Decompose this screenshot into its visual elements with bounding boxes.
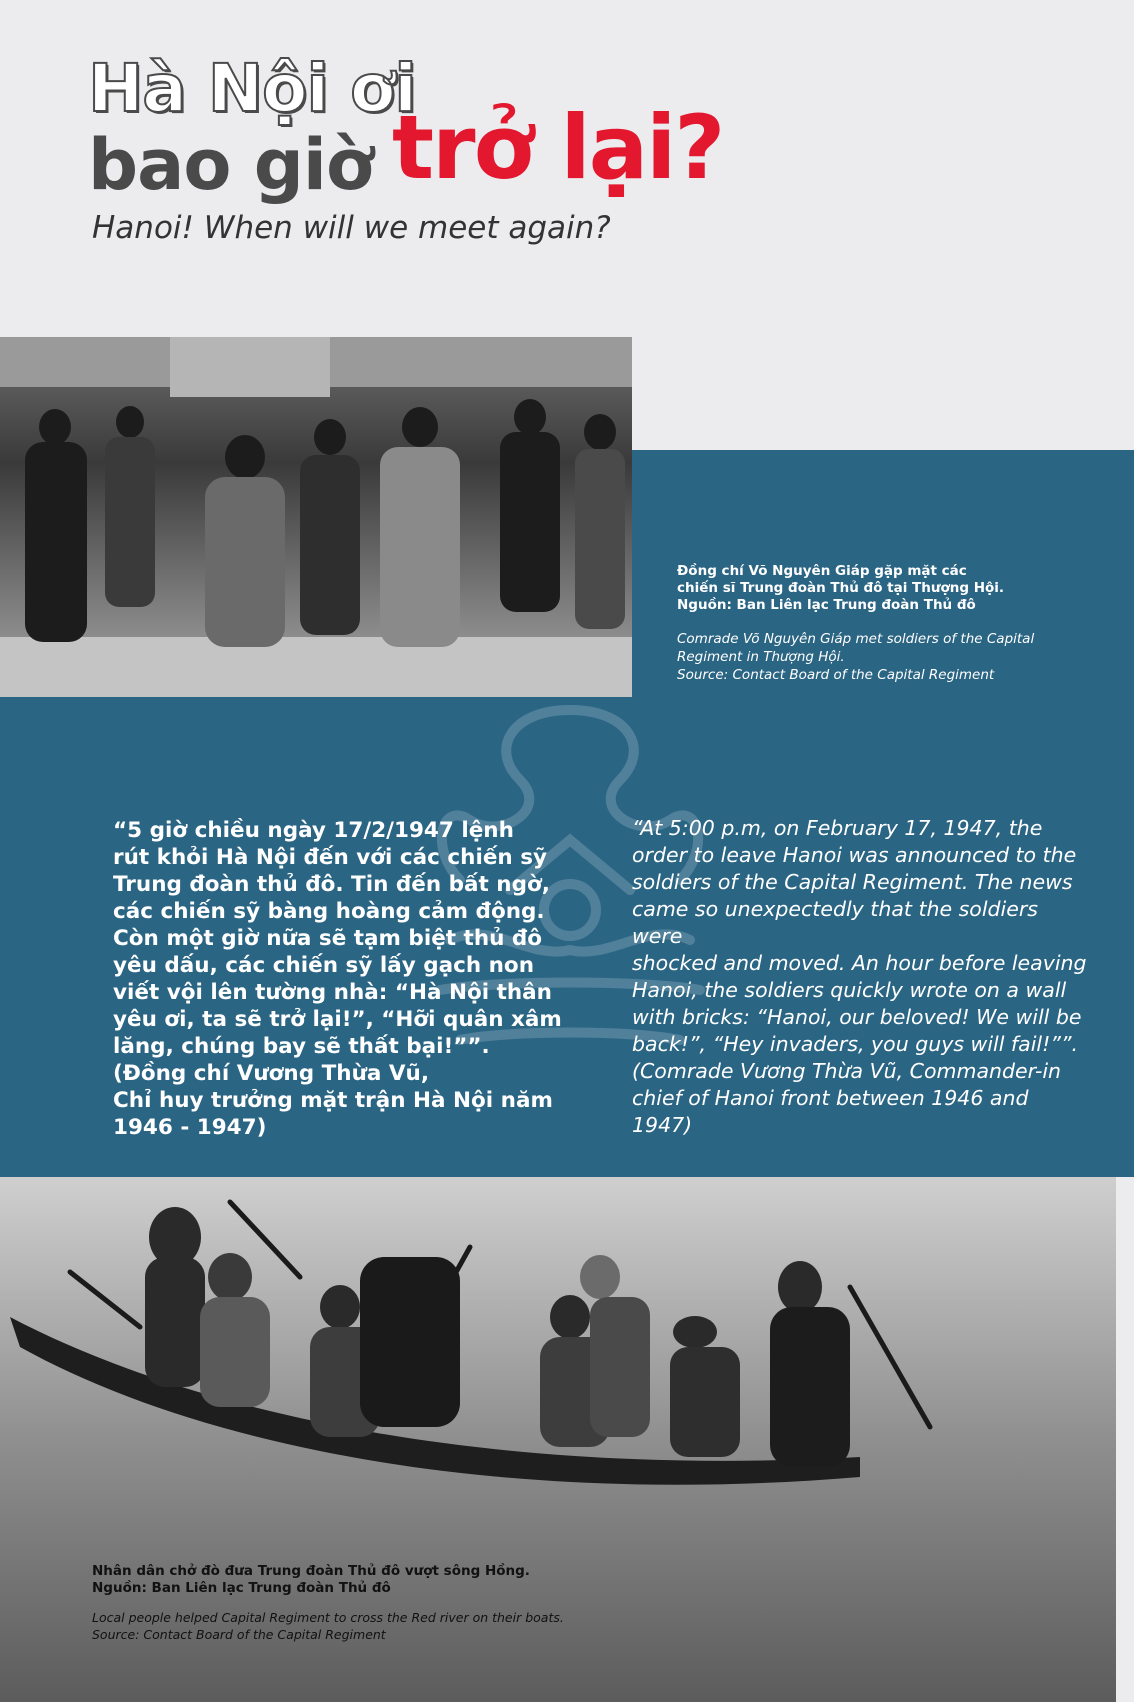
photo-giap-meeting-soldiers bbox=[0, 337, 632, 697]
caption-line: Nhân dân chở đò đưa Trung đoàn Thủ đô vượt sông Hồng. bbox=[92, 1563, 530, 1579]
photo-1-illustration bbox=[0, 337, 632, 697]
caption-line: Local people helped Capital Regiment to cross the Red river on their boats. bbox=[92, 1610, 564, 1625]
caption-line: Regiment in Thượng Hội. bbox=[677, 649, 845, 665]
caption-line: Source: Contact Board of the Capital Regiment bbox=[92, 1627, 386, 1642]
photo-2-caption bbox=[92, 1563, 692, 1643]
photo-1-caption-english bbox=[677, 630, 1097, 684]
caption-line: Source: Contact Board of the Capital Regiment bbox=[677, 667, 995, 683]
photo-2-caption-vietnamese bbox=[92, 1563, 692, 1597]
title-line-2-gray: bao giờ bbox=[88, 124, 373, 206]
caption-line: Nguồn: Ban Liên lạc Trung đoàn Thủ đô bbox=[92, 1580, 391, 1596]
caption-line: chiến sĩ Trung đoàn Thủ đô tại Thượng Hội. bbox=[677, 580, 1005, 596]
caption-line: Nguồn: Ban Liên lạc Trung đoàn Thủ đô bbox=[677, 597, 976, 613]
title-english: Hanoi! When will we meet again? bbox=[92, 210, 611, 246]
quote-vietnamese: “5 giờ chiều ngày 17/2/1947 lệnh rút khỏi Hà Nội đến với các chiến sỹ Trung đoàn thủ đô. Tin đến bất ngờ, các chiến sỹ bàng hoàng cảm động. Còn một giờ nữa sẽ tạm biệt thủ đô yêu dấu, các chiến sỹ lấy gạch non viết vội lên tường nhà: “Hà Nội thân yêu ơi, ta sẽ trở lại!”, “Hỡi quân xâm lăng, chúng bay sẽ thất bại!””. (Đồng chí Vương Thừa Vũ, Chỉ huy trưởng mặt trận Hà Nội năm 1946 - 1947) bbox=[113, 818, 562, 1140]
title-line-1: Hà Nội ơi bbox=[88, 50, 416, 127]
title-line-2-red: trở lại? bbox=[392, 96, 724, 199]
photo-2-caption-english bbox=[92, 1609, 692, 1643]
quote-english: “At 5:00 p.m, on February 17, 1947, the order to leave Hanoi was announced to the soldiers of the Capital Regiment. The news came so unexpectedly that the soldiers were shocked and moved. An hour before leaving Hanoi, the soldiers quickly wrote on a wall with bricks: “Hanoi, our beloved! We will be back!”, “Hey invaders, you guys will fail!””. (Comrade Vương Thừa Vũ, Commander-in chief of Hanoi front between 1946 and 1947) bbox=[632, 816, 1087, 1137]
caption-line: Comrade Võ Nguyên Giáp met soldiers of the Capital bbox=[677, 631, 1035, 647]
caption-line: Đồng chí Võ Nguyên Giáp gặp mặt các bbox=[677, 563, 967, 579]
photo-1-caption-vietnamese bbox=[677, 563, 1097, 614]
photo-1-caption bbox=[677, 563, 1097, 684]
